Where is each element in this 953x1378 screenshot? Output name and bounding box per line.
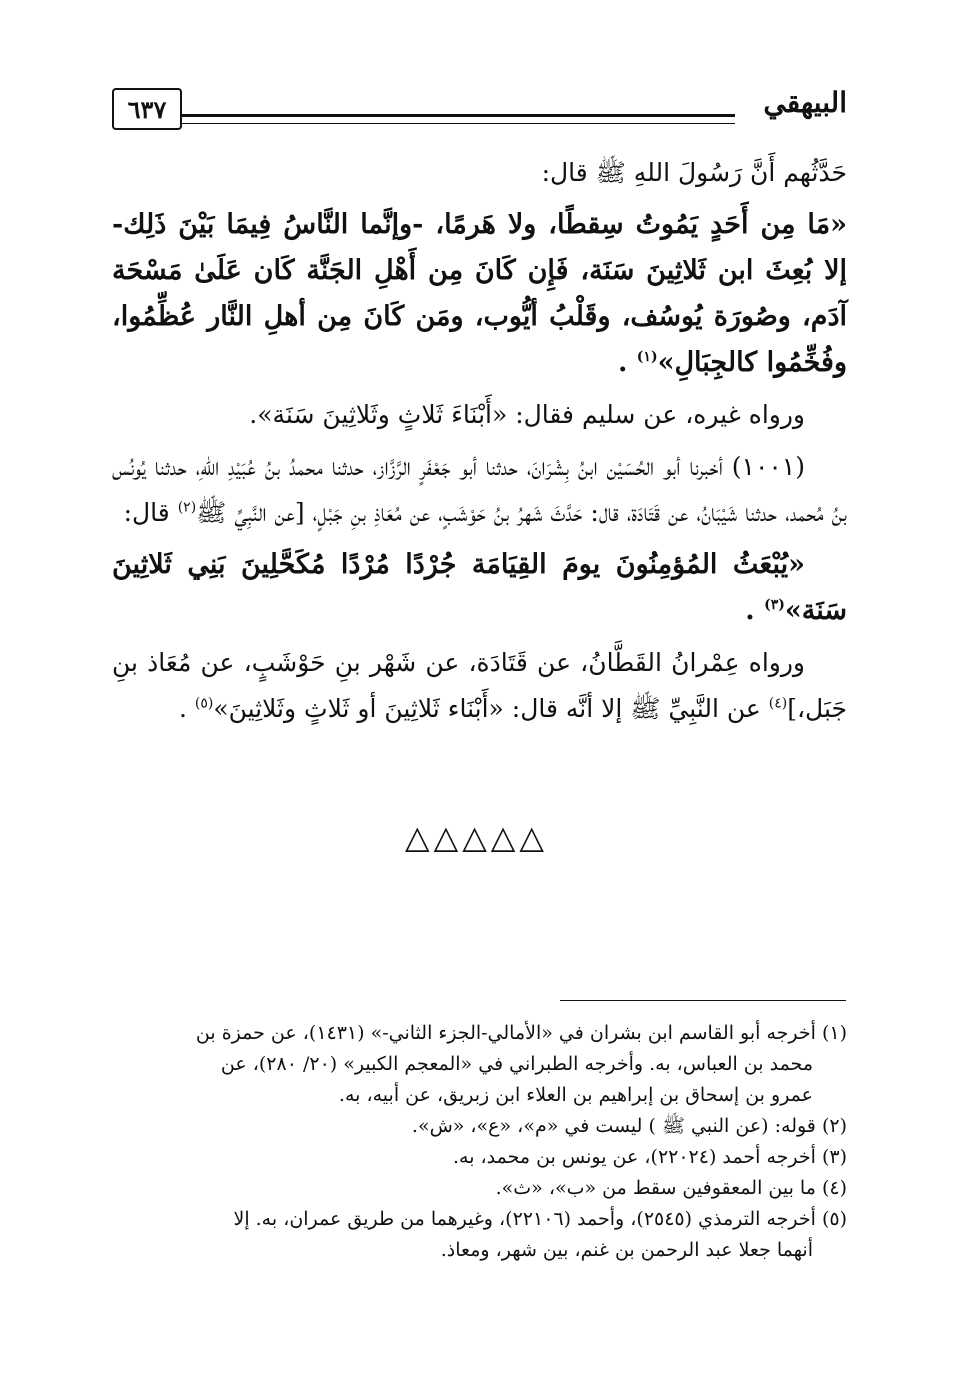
footnote-number: (٤): [821, 1177, 847, 1199]
footnote-number: (٣): [821, 1146, 847, 1168]
footnote-ref-4: (٤): [768, 695, 788, 712]
footnote-3: [112, 1142, 847, 1173]
footnote-ref-1: (١): [636, 349, 658, 365]
section-ornament: △△△△△: [404, 818, 549, 856]
footnote-ref-2: (٢): [177, 499, 197, 516]
footnote-text: أخرجه أبو القاسم ابن بشران في «الأمالي-الجزء الثاني-» (١٤٣١)، عن حمزة بن: [195, 1022, 816, 1044]
footnote-ref-3: (٣): [764, 597, 785, 613]
riwaya-two-text: ورواه عِمْرانُ القَطَّانُ، عن قَتَادَة، عن شَهْر بنِ حَوْشَبٍ، عن مُعَاذ بنِ جَبَل،]: [112, 648, 847, 723]
footnote-number: (٥): [821, 1208, 847, 1230]
footnote-number: (٢): [821, 1115, 847, 1137]
isnad-1001: [112, 444, 847, 536]
footnote-1-cont-1: محمد بن العباس، به. وأخرجه الطبراني في «المعجم الكبير» (٢٠/ ٢٨٠)، عن: [220, 1053, 813, 1075]
page-number: ٦٣٧: [112, 88, 182, 130]
hadith-one: «مَا مِن أَحَدٍ يَمُوتُ سِقطًا، ولا هَرمًا، -وإنَّما النَّاسُ فِيمَا بَيْنَ ذَلِك- إلا بُعِثَ ابن ثَلاثِينَ سَنَة، فَإِن كَانَ مِن أَهْلِ الجَنَّة كَان عَلَىٰ مَسْحَة آدَم، وصُورَة يُوسُف، وقَلْبُ أيُّوب، ومَن كَانَ مِن أهلِ النَّار عُظِّمُوا، وفُخِّمُوا كالجِبَالِ»$^{(١)}$ .: [112, 209, 847, 378]
intro-line: حَدَّثُهم أَنَّ رَسُولَ اللهِ ﷺ قال:: [541, 158, 847, 187]
footnote-1: [112, 1018, 847, 1049]
isnad-end: قال:: [123, 498, 178, 527]
riwaya-two-end: عن النَّبِيِّ ﷺ إلا أنَّه قال: «أَبْنَاء ثَلاثِينَ أو ثَلاثٍ وثَلاثِينَ»: [213, 694, 769, 723]
footnote-5-cont-1: أنهما جعلا عبد الرحمن بن غنم، بين شهر، ومعاذ.: [440, 1239, 813, 1261]
footnote-number: (١): [821, 1022, 847, 1044]
footnote-text: قوله: (عن النبي ﷺ ) ليست في «م»، «ع»، «ش».: [411, 1115, 816, 1137]
footnote-5: [112, 1204, 847, 1235]
footnote-2: [112, 1111, 847, 1142]
page-header: [112, 88, 847, 140]
footnote-ref-5: (٥): [194, 695, 214, 712]
footnote-rule: [560, 1000, 846, 1001]
book-title: البيهقي: [763, 86, 847, 119]
riwaya-one: ورواه غيره، عن سليم فقال: «أَبْنَاءَ ثَلاثٍ وثَلاثِينَ سَنَة».: [249, 400, 805, 429]
riwaya-two: ورواه عِمْرانُ القَطَّانُ، عن قَتَادَة، عن شَهْر بنِ حَوْشَبٍ، عن مُعَاذ بنِ جَبَل،]$^{(٤)}$ عن النَّبِيِّ ﷺ إلا أنَّه قال: «أَبْنَاء ثَلاثِينَ أو ثَلاثٍ وثَلاثِينَ»$^{(٥)}$ .: [112, 648, 847, 723]
footnotes: [112, 1018, 847, 1266]
hadith-one-text: «مَا مِن أَحَدٍ يَمُوتُ سِقطًا، ولا هَرمًا، -وإنَّما النَّاسُ فِيمَا بَيْنَ ذَلِك- إلا بُعِثَ ابن ثَلاثِينَ سَنَة، فَإِن كَانَ مِن أَهْلِ الجَنَّة كَان عَلَىٰ مَسْحَة آدَم، وصُورَة يُوسُف، وقَلْبُ أيُّوب، ومَن كَانَ مِن أهلِ النَّار عُظِّمُوا، وفُخِّمُوا كالجِبَالِ»: [112, 209, 847, 378]
isnad-text: (١٠٠١) أخبرنا أبو الحُسَيْن ابنُ بِشْرَانَ، حدثنا أبو جَعْفَرٍ الرَّزَّاز، حدثنا محمدُ بنُ عُبَيْدِ اللهِ، حدثنا يُونُس بنُ مُحمد، حدثنا شَيْبَانُ، عن قَتَادَة، قال: حَدَّثَ شَهرُ بنُ حَوْشَبٍ، عن مُعَاذِ بنِ جَبْلٍ، [عن النَّبِيِّ ﷺ: [112, 452, 847, 527]
footnote-text: أخرجه الترمذي (٢٥٤٥)، وأحمد (٢٢١٠٦)، وغيرهما من طريق عمران، به. إلا: [233, 1208, 816, 1230]
hadith-two: «يُبْعَثُ المُؤمِنُونَ يومَ القِيَامَة جُرْدًا مُرْدًا مُكَحَّلِينَ بَنِي ثَلاثِينَ سَنَة»$^{(٣)}$ .: [112, 549, 847, 626]
main-text: [112, 150, 847, 738]
hadith-two-text: «يُبْعَثُ المُؤمِنُونَ يومَ القِيَامَة جُرْدًا مُرْدًا مُكَحَّلِينَ بَنِي ثَلاثِينَ سَنَة»: [112, 549, 847, 626]
footnote-text: ما بين المعقوفين سقط من «ب»، «ث».: [495, 1177, 816, 1199]
footnote-4: [112, 1173, 847, 1204]
header-rule: [182, 114, 735, 124]
footnote-1-cont-2: عمرو بن إسحاق بن إبراهيم بن العلاء ابن زبريق، عن أبيه، به.: [338, 1084, 813, 1106]
footnote-text: أخرجه أحمد (٢٢٠٢٤)، عن يونس بن محمد، به.: [452, 1146, 816, 1168]
